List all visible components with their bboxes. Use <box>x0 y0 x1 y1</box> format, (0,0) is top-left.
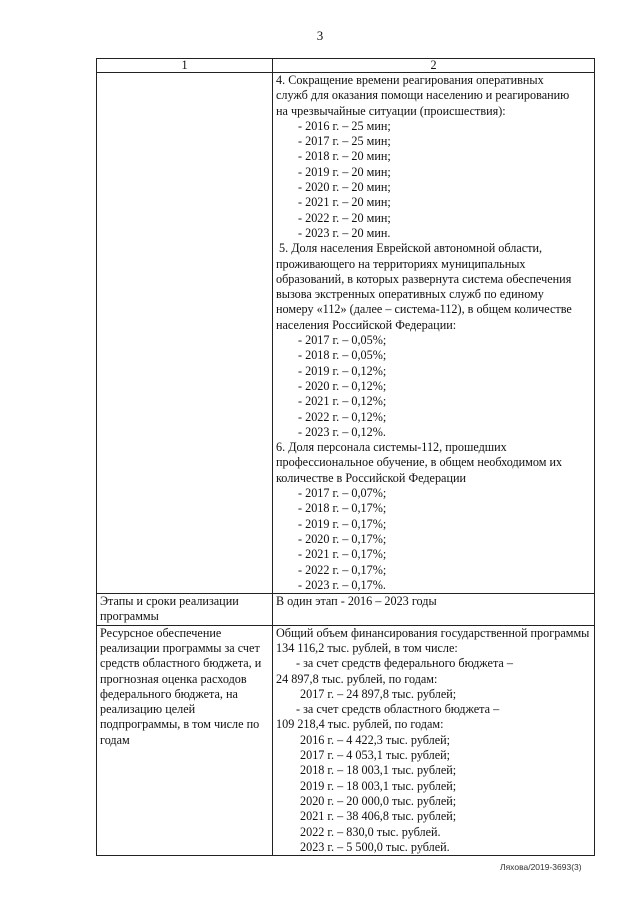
indicator-6-value: - 2019 г. – 0,17%; <box>298 516 387 531</box>
indicator-4-text-line: на чрезвычайные ситуации (происшествия): <box>276 103 506 118</box>
table-row-indicators <box>97 73 595 594</box>
indicator-5-text-line: образований, в которых развернута система обеспечения <box>276 271 572 286</box>
regional-budget-year: 2021 г. – 38 406,8 тыс. рублей; <box>300 809 457 824</box>
regional-budget-year: 2020 г. – 20 000,0 тыс. рублей; <box>300 793 457 808</box>
document-footer-code: Ляхова/2019-3693(3) <box>500 862 582 872</box>
federal-budget-total: 24 897,8 тыс. рублей, по годам: <box>276 671 438 686</box>
indicator-4-value: - 2017 г. – 25 мин; <box>298 134 391 149</box>
table-row-funding <box>97 625 595 855</box>
table-header-row <box>97 59 595 73</box>
indicator-5-text-line: 5. Доля населения Еврейской автономной области, <box>276 241 543 256</box>
indicator-5-value: - 2018 г. – 0,05%; <box>298 348 387 363</box>
indicator-6-value: - 2023 г. – 0,17%. <box>298 577 386 592</box>
regional-budget-total: 109 218,4 тыс. рублей, по годам: <box>276 717 444 732</box>
stages-label: Этапы и сроки реализации программы <box>97 594 273 626</box>
regional-budget-year: 2018 г. – 18 003,1 тыс. рублей; <box>300 763 457 778</box>
table-row-stages <box>97 594 595 626</box>
stages-value: В один этап - 2016 – 2023 годы <box>273 594 595 626</box>
page-number: 3 <box>316 28 324 43</box>
indicator-5 <box>276 241 591 440</box>
funding-details <box>273 625 595 855</box>
funding-intro: Общий объем финансирования государственной программы 134 116,2 тыс. рублей, в том числе: <box>276 625 590 655</box>
indicator-6-value: - 2021 г. – 0,17%; <box>298 547 387 562</box>
indicator-4-value: - 2021 г. – 20 мин; <box>298 195 391 210</box>
regional-budget-year: 2019 г. – 18 003,1 тыс. рублей; <box>300 778 457 793</box>
column-header-2: 2 <box>273 59 595 73</box>
regional-budget-year: 2022 г. – 830,0 тыс. рублей. <box>300 824 441 839</box>
indicator-5-value: - 2020 г. – 0,12%; <box>298 378 387 393</box>
regional-budget-year: 2016 г. – 4 422,3 тыс. рублей; <box>300 732 451 747</box>
indicators-left-cell <box>97 73 273 594</box>
indicator-6-value: - 2020 г. – 0,17%; <box>298 531 387 546</box>
indicator-4-value: - 2018 г. – 20 мин; <box>298 149 391 164</box>
indicator-5-value: - 2021 г. – 0,12%; <box>298 394 387 409</box>
indicator-6 <box>276 440 591 593</box>
indicator-4-value: - 2016 г. – 25 мин; <box>298 118 391 133</box>
indicator-6-text-line: количестве в Российской Федерации <box>276 470 467 485</box>
indicator-6-value: - 2022 г. – 0,17%; <box>298 562 387 577</box>
indicator-5-value: - 2023 г. – 0,12%. <box>298 424 386 439</box>
regional-budget-year: 2023 г. – 5 500,0 тыс. рублей. <box>300 839 450 854</box>
program-passport-table <box>96 58 595 856</box>
indicator-4-value: - 2019 г. – 20 мин; <box>298 164 391 179</box>
indicator-5-value: - 2022 г. – 0,12%; <box>298 409 387 424</box>
funding-label: Ресурсное обеспечение реализации программы за счет средств областного бюджета, и прогнозная оценка расходов федерального бюджета, на реализацию целей подпрограммы, в том числе по годам <box>97 625 273 855</box>
regional-budget-year: 2017 г. – 4 053,1 тыс. рублей; <box>300 748 451 763</box>
indicator-6-value: - 2017 г. – 0,07%; <box>298 486 387 501</box>
regional-budget-line: - за счет средств областного бюджета – <box>296 702 500 717</box>
indicator-6-text-line: профессиональное обучение, в общем необходимом их <box>276 455 563 470</box>
indicator-6-text-line: 6. Доля персонала системы-112, прошедших <box>276 440 507 455</box>
federal-budget-year: 2017 г. – 24 897,8 тыс. рублей; <box>300 686 457 701</box>
indicator-4-text-line: служб для оказания помощи населению и реагированию <box>276 88 570 103</box>
indicator-4-value: - 2023 г. – 20 мин. <box>298 225 391 240</box>
indicator-5-value: - 2019 г. – 0,12%; <box>298 363 387 378</box>
indicator-5-text-line: населения Российской Федерации: <box>276 317 457 332</box>
indicators-right-cell <box>273 73 595 594</box>
indicator-5-text-line: проживающего на территориях муниципальных <box>276 256 526 271</box>
federal-budget-line: - за счет средств федерального бюджета – <box>296 656 513 671</box>
indicator-4-text-line: 4. Сокращение времени реагирования оперативных <box>276 73 544 87</box>
column-header-1: 1 <box>97 59 273 73</box>
indicator-4-value: - 2022 г. – 20 мин; <box>298 210 391 225</box>
indicator-6-value: - 2018 г. – 0,17%; <box>298 501 387 516</box>
indicator-4-value: - 2020 г. – 20 мин; <box>298 180 391 195</box>
indicator-5-text-line: вызова экстренных оперативных служб по единому <box>276 287 544 302</box>
indicator-4 <box>276 73 591 241</box>
indicator-5-text-line: номеру «112» (далее – система-112), в общем количестве <box>276 302 572 317</box>
indicator-5-value: - 2017 г. – 0,05%; <box>298 333 387 348</box>
